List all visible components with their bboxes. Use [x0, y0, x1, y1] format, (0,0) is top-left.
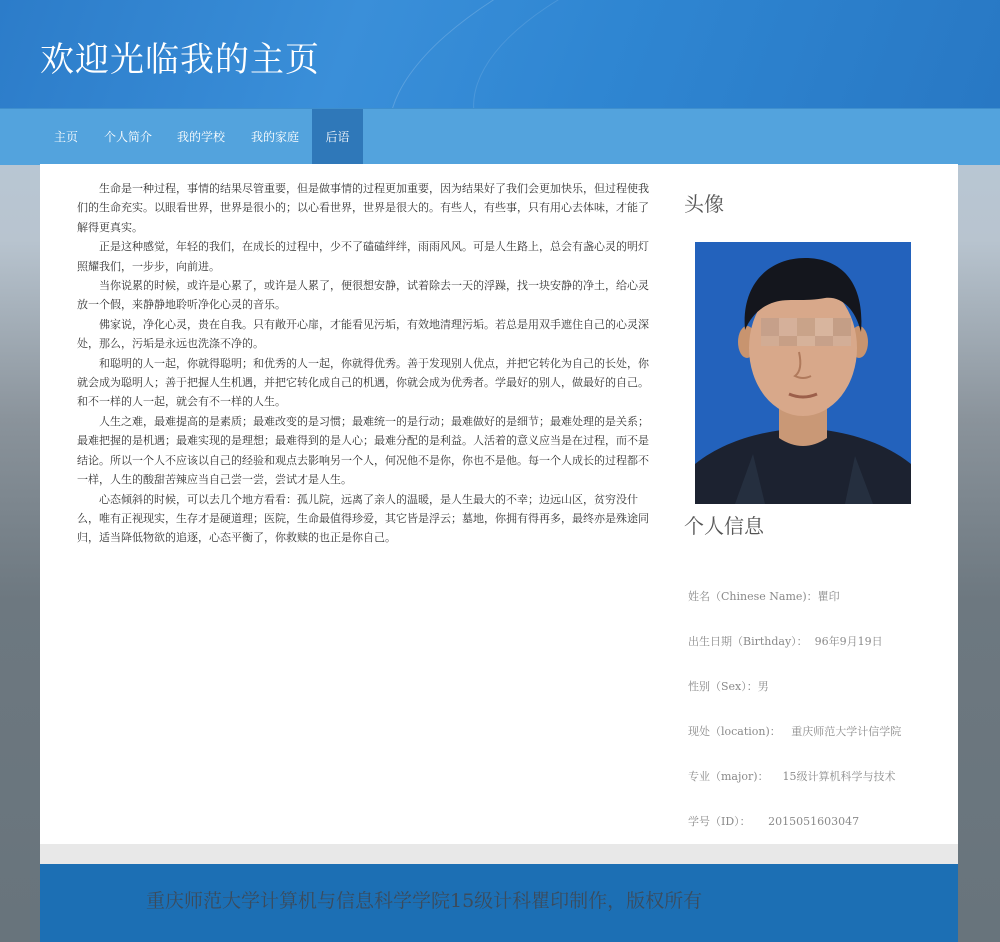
- main-content: [40, 164, 958, 844]
- article: [77, 179, 659, 548]
- nav-item-profile[interactable]: 个人简介: [103, 130, 152, 144]
- personal-info: [688, 559, 948, 859]
- info-location: 现处（location)： 重庆师范大学计信学院: [688, 725, 902, 738]
- site-header: [0, 0, 1000, 108]
- article-paragraph: 佛家说，净化心灵，贵在自我。只有敞开心扉，才能看见污垢，有效地清理污垢。若总是用双手遮住自己的心灵深处，那么，污垢是永远也洗涤不净的。: [77, 317, 649, 351]
- article-paragraph: 正是这种感觉，年轻的我们，在成长的过程中，少不了磕磕绊绊，雨雨风风。可是人生路上，总会有盏心灵的明灯照耀我们，一步步，向前进。: [77, 240, 649, 273]
- article-paragraph: 和聪明的人一起，你就得聪明；和优秀的人一起，你就得优秀。善于发现别人优点，并把它转化为自己的长处，你就会成为聪明人；善于把握人生机遇，并把它转化成自己的机遇，你就会成为优秀者。学最好的别人，做最好的自己。和不一样的人一起，就会有不一样的人生。: [77, 356, 649, 409]
- nav-item-school[interactable]: 我的学校: [176, 130, 225, 144]
- header-decoration: [453, 0, 1000, 108]
- info-major: 专业（major)： 15级计算机科学与技术: [688, 770, 896, 783]
- article-paragraph: 生命是一种过程，事情的结果尽管重要，但是做事情的过程更加重要，因为结果好了我们会更加快乐，但过程使我们的生命充实。以眼看世界，世界是很小的；以心看世界，世界是很大的。有些人，有些事，只有用心去体味，才能了解得更真实。: [77, 182, 649, 234]
- copyright-text: 重庆师范大学计算机与信息科学学院15级计科瞿印制作，版权所有: [146, 890, 703, 912]
- avatar-photo: [695, 242, 911, 504]
- info-student-id: 学号（ID）： 2015051603047: [688, 815, 860, 828]
- nav-item-family[interactable]: 我的家庭: [250, 130, 299, 144]
- avatar-heading: 头像: [684, 192, 724, 216]
- article-paragraph: 心态倾斜的时候，可以去几个地方看看：孤儿院，远离了亲人的温暖，是人生最大的不幸；边远山区，贫穷没什么，唯有正视现实，生存才是硬道理；医院，生命最值得珍爱，其它皆是浮云；墓地，你拥有得再多，最终亦是殊途同归，适当降低物欲的追逐，心态平衡了，你救赎的也正是你自己。: [77, 492, 649, 545]
- site-title: 欢迎光临我的主页: [40, 40, 320, 80]
- article-paragraph: 人生之难，最难提高的是素质；最难改变的是习惯；最难统一的是行动；最难做好的是细节；最难处理的是关系；最难把握的是机遇；最难实现的是理想；最难得到的是人心；最难分配的是利益。人活着的意义应当是在过程，而不是结论。所以一个人不应该以自己的经验和观点去影响另一个人，何况他不是你，你也不是他。每一个人成长的过程都不一样，人生的酸甜苦辣应当自己尝一尝，尝试才是人生。: [77, 414, 649, 487]
- portrait-icon: [695, 242, 911, 504]
- info-name: 姓名（Chinese Name)：瞿印: [688, 590, 840, 603]
- info-birthday: 出生日期（Birthday）： 96年9月19日: [688, 635, 883, 648]
- article-paragraph: 当你说累的时候，或许是心累了，或许是人累了，便很想安静，试着除去一天的浮躁，找一块安静的净土，给心灵放一个假，来静静地聆听净化心灵的音乐。: [77, 279, 649, 312]
- info-sex: 性别（Sex）：男: [688, 680, 769, 693]
- footer-divider: [40, 844, 958, 864]
- info-heading: 个人信息: [684, 514, 764, 538]
- site-footer: [40, 864, 958, 942]
- nav-item-home[interactable]: 主页: [53, 130, 78, 144]
- main-nav: [0, 108, 1000, 165]
- nav-item-afterword[interactable]: 后语: [312, 109, 363, 165]
